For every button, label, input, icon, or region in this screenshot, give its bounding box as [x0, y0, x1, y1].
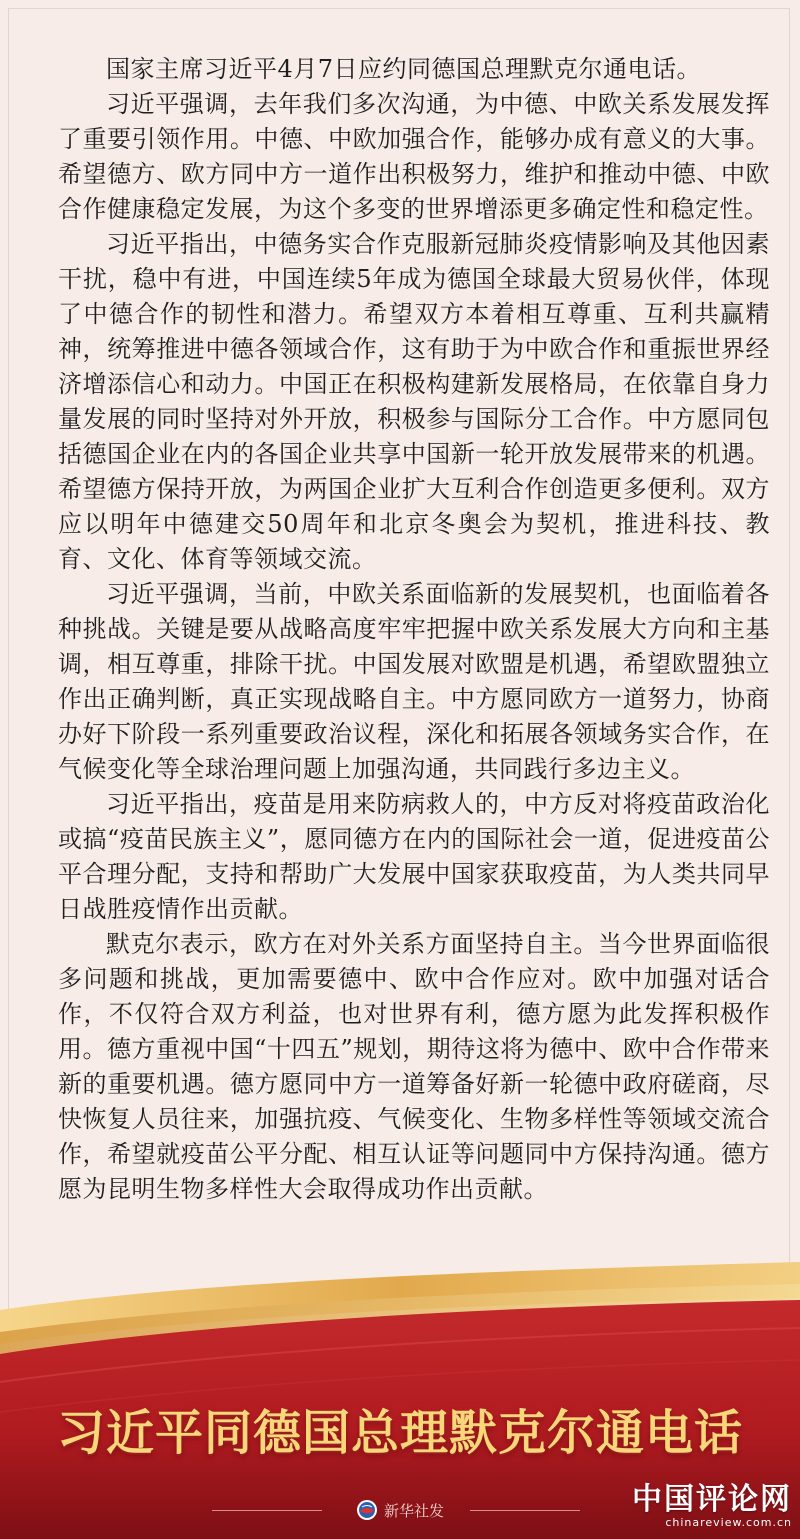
paragraph-4: 习近平强调，当前，中欧关系面临新的发展契机，也面临着各种挑战。关键是要从战略高度牢牢把握中欧关系发展大方向和主基调，相互尊重，排除干扰。中国发展对欧盟是机遇，希望欧盟独立作出正确判断，真正实现战略自主。中方愿同欧方一道努力，协商办好下阶段一系列重要政治议程，深化和拓展各领域务实合作，在气候变化等全球治理问题上加强沟通，共同践行多边主义。 — [58, 580, 770, 783]
article-body — [58, 52, 770, 1207]
footer-divider-left — [212, 1510, 322, 1511]
banner-title: 习近平同德国总理默克尔通电话 — [56, 1405, 743, 1461]
paragraph-5: 习近平指出，疫苗是用来防病救人的，中方反对将疫苗政治化或搞“疫苗民族主义”，愿同德方在内的国际社会一道，促进疫苗公平合理分配，支持和帮助广大发展中国家获取疫苗，为人类共同早日战胜疫情作出贡献。 — [58, 790, 770, 923]
paragraph-6: 默克尔表示，欧方在对外关系方面坚持自主。当今世界面临很多问题和挑战，更加需要德中、欧中合作应对。欧中加强对话合作，不仅符合双方利益，也对世界有利，德方愿为此发挥积极作用。德方重视中国“十四五”规划，期待这将为德中、欧中合作带来新的重要机遇。德方愿同中方一道筹备好新一轮德中政府磋商，尽快恢复人员往来，加强抗疫、气候变化、生物多样性等领域交流合作，希望就疫苗公平分配、相互认证等问题同中方保持沟通。德方愿为昆明生物多样性大会取得成功作出贡献。 — [58, 930, 770, 1203]
paragraph-3: 习近平指出，中德务实合作克服新冠肺炎疫情影响及其他因素干扰，稳中有进，中国连续5年成为德国全球最大贸易伙伴，体现了中德合作的韧性和潜力。希望双方本着相互尊重、互利共赢精神，统筹推进中德各领域合作，这有助于为中欧合作和重振世界经济增添信心和动力。中国正在积极构建新发展格局，在依靠自身力量发展的同时坚持对外开放，积极参与国际分工合作。中方愿同包括德国企业在内的各国企业共享中国新一轮开放发展带来的机遇。希望德方保持开放，为两国企业扩大互利合作创造更多便利。双方应以明年中德建交50周年和北京冬奥会为契机，推进科技、教育、文化、体育等领域交流。 — [58, 230, 770, 573]
xinhua-globe-icon — [356, 1499, 378, 1521]
source-label: 新华社发 — [384, 1502, 445, 1520]
watermark-name: 中国评论网 — [632, 1482, 792, 1517]
watermark-url: chinareview.com.cn — [665, 1516, 792, 1529]
paragraph-1: 国家主席习近平4月7日应约同德国总理默克尔通电话。 — [106, 55, 702, 83]
site-watermark — [632, 1484, 792, 1530]
footer-divider-right — [470, 1510, 580, 1511]
paragraph-2: 习近平强调，去年我们多次沟通，为中德、中欧关系发展发挥了重要引领作用。中德、中欧加强合作，能够办成有意义的大事。希望德方、欧方同中方一道作出积极努力，维护和推动中德、中欧合作健康稳定发展，为这个多变的世界增添更多确定性和稳定性。 — [58, 90, 770, 223]
